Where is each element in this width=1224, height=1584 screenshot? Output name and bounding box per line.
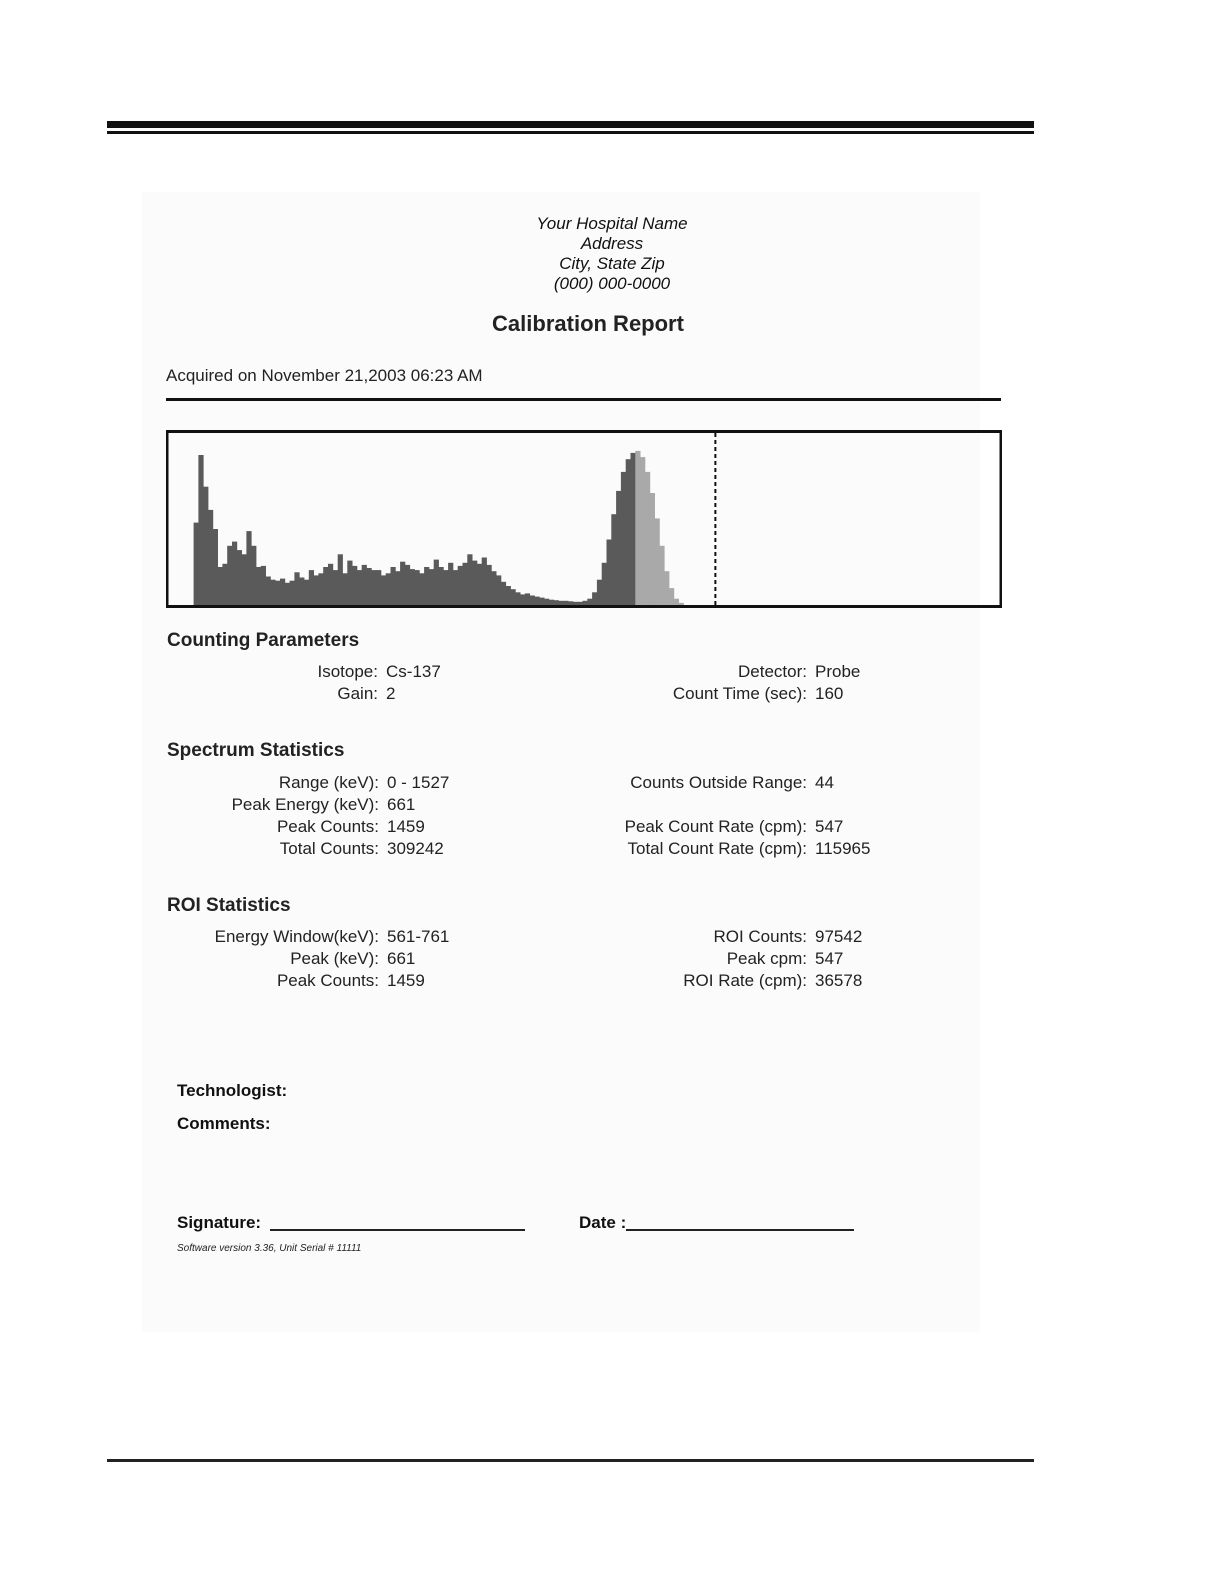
roi-stat-row (0, 948, 844, 970)
spectrum-stat-label: Peak Energy (keV): (231, 795, 379, 814)
spectrum-bar (222, 564, 227, 605)
spectrum-bar (467, 554, 472, 605)
spectrum-bar (655, 518, 660, 605)
spectrum-bar (511, 589, 516, 605)
spectrum-bar (194, 523, 199, 605)
spectrum-bar (270, 580, 275, 605)
counting-right-group (0, 661, 861, 705)
date-line[interactable] (626, 1229, 854, 1231)
spectrum-bar (318, 573, 323, 605)
spectrum-bar (367, 568, 372, 605)
spectrum-bar (679, 603, 684, 605)
spectrum-bar (386, 573, 391, 605)
report-sheet (142, 192, 980, 1332)
spectrum-bar (640, 457, 645, 605)
spectrum-bar (472, 561, 477, 605)
spectrum-bar (611, 514, 616, 605)
spectrum-bar (443, 570, 448, 605)
spectrum-bar (198, 455, 203, 605)
spectrum-bar (592, 592, 597, 605)
counting-param-value: 2 (386, 684, 396, 703)
acquired-rule (166, 398, 1001, 401)
spectrum-bar (544, 599, 549, 605)
spectrum-bar (338, 554, 343, 605)
spectrum-stat-row (0, 816, 844, 838)
spectrum-bar (549, 600, 554, 605)
spectrum-bar (501, 582, 506, 605)
spectrum-bar (323, 567, 328, 605)
spectrum-bar (429, 569, 434, 605)
spectrum-bar (410, 569, 415, 605)
spectrum-bar (391, 567, 396, 605)
hospital-header (0, 214, 1224, 294)
spectrum-bar (525, 593, 530, 605)
spectrum-bar (371, 570, 376, 605)
top-rule-thin (107, 131, 1034, 134)
spectrum-bar (261, 566, 266, 605)
spectrum-stat-label: Total Count Rate (cpm): (627, 839, 807, 858)
spectrum-stat-row (0, 772, 834, 794)
spectrum-bar (314, 575, 319, 605)
signature-label: Signature: (177, 1213, 262, 1232)
spectrum-bar (246, 531, 251, 605)
spectrum-bar (487, 565, 492, 605)
spectrum-bar (477, 564, 482, 605)
page-title: Calibration Report (492, 311, 684, 336)
spectrum-bar (439, 567, 444, 605)
spectrum-bar (635, 451, 640, 605)
signature-line[interactable] (270, 1229, 525, 1231)
counting-param-label: Detector: (738, 662, 807, 681)
spectrum-right-group (0, 772, 871, 860)
roi-stat-value: 1459 (387, 971, 425, 990)
counting-param-value: 160 (815, 684, 844, 703)
roi-stat-label: ROI Counts: (713, 927, 807, 946)
date-label: Date : (579, 1213, 627, 1232)
spectrum-bar (309, 570, 314, 605)
spectrum-bar (559, 601, 564, 605)
spectrum-bar (453, 570, 458, 605)
spectrum-bar (515, 592, 520, 605)
spectrum-bar (357, 570, 362, 605)
spectrum-bar (491, 571, 496, 605)
spectrum-bar (424, 567, 429, 605)
spectrum-bar (304, 580, 309, 605)
spectrum-bar (568, 601, 573, 605)
counting-param-row (0, 661, 861, 683)
spectrum-bar (539, 598, 544, 605)
spectrum-bar (583, 601, 588, 605)
spectrum-bar (631, 453, 636, 605)
spectrum-bar (381, 575, 386, 605)
roi-stat-value: 661 (387, 949, 416, 968)
spectrum-bar (587, 599, 592, 605)
spectrum-bar (506, 586, 511, 605)
spectrum-bar (597, 580, 602, 605)
spectrum-bar (275, 581, 280, 605)
spectrum-bar (578, 602, 583, 605)
spectrum-bar (607, 540, 612, 606)
spectrum-bar (419, 573, 424, 605)
spectrum-bar (554, 600, 559, 605)
spectrum-bar (232, 542, 237, 605)
spectrum-stat-label: Peak Counts: (276, 817, 379, 836)
spectrum-bar (530, 596, 535, 606)
spectrum-bar (347, 561, 352, 605)
spectrum-bar (650, 493, 655, 605)
roi-stat-value: 36578 (815, 971, 863, 990)
spectrum-stat-label: Counts Outside Range: (630, 773, 807, 792)
spectrum-bar (563, 601, 568, 605)
spectrum-stat-value: 0 - 1527 (387, 773, 450, 792)
comments-label: Comments: (177, 1114, 271, 1133)
counting-param-label: Count Time (sec): (672, 684, 807, 703)
spectrum-stat-label: Range (keV): (278, 773, 379, 792)
spectrum-bar (458, 566, 463, 605)
spectrum-bar (328, 564, 333, 605)
counting-param-label: Gain: (337, 684, 378, 703)
spectrum-bar (213, 529, 218, 605)
roi-stat-label: ROI Rate (cpm): (683, 971, 807, 990)
spectrum-bar (362, 565, 367, 605)
counting-parameters-heading: Counting Parameters (167, 630, 360, 651)
spectrum-bar (280, 579, 285, 605)
spectrum-bar (463, 563, 468, 605)
roi-stat-value: 547 (815, 949, 844, 968)
roi-right-group (0, 926, 863, 992)
spectrum-bar (208, 510, 213, 605)
spectrum-stat-label: Total Counts: (279, 839, 379, 858)
spectrum-stat-value: 115965 (815, 839, 871, 858)
spectrum-bar (395, 571, 400, 605)
technologist-label: Technologist: (177, 1081, 288, 1100)
roi-stat-row (0, 926, 863, 948)
spectrum-bar (669, 588, 674, 605)
spectrum-bar (659, 546, 664, 605)
spectrum-stat-label: Peak Count Rate (cpm): (624, 817, 807, 836)
spectrum-bar (405, 565, 410, 605)
spectrum-bar (352, 566, 357, 605)
spectrum-stat-row (0, 794, 807, 816)
spectrum-bar (434, 560, 439, 605)
hospital-city: City, State Zip (559, 254, 665, 273)
roi-stat-label: Peak (keV): (290, 949, 379, 968)
spectrum-bar (218, 567, 223, 605)
chart-frame (167, 432, 1001, 607)
acquired-date: Acquired on November 21,2003 06:23 AM (166, 366, 483, 385)
roi-stat-label: Peak Counts: (276, 971, 379, 990)
spectrum-bar (520, 594, 525, 605)
spectrum-statistics-heading: Spectrum Statistics (167, 740, 345, 761)
spectrum-bar (400, 562, 405, 605)
hospital-phone: (000) 000-0000 (553, 274, 671, 293)
counting-param-label: Isotope: (317, 662, 378, 681)
spectrum-bar (674, 599, 679, 605)
spectrum-bar (626, 459, 631, 605)
roi-stat-row (0, 970, 863, 992)
hospital-address: Address (580, 234, 644, 253)
spectrum-bar (285, 583, 290, 605)
spectrum-bar (573, 602, 578, 605)
spectrum-bar (299, 578, 304, 606)
spectrum-stat-value: 547 (815, 817, 844, 836)
spectrum-bar (376, 570, 381, 605)
spectrum-bar (203, 487, 208, 605)
spectrum-bar (333, 570, 338, 605)
spectrum-bar (448, 563, 453, 605)
spectrum-bar (290, 581, 295, 605)
spectrum-bar (343, 573, 348, 605)
spectrum-bar (251, 546, 256, 605)
spectrum-bar (482, 558, 487, 606)
spectrum-bar (415, 570, 420, 605)
spectrum-bar (266, 577, 271, 606)
spectrum-stat-value: 661 (387, 795, 416, 814)
spectrum-bar (535, 597, 540, 605)
roi-stat-label: Peak cpm: (726, 949, 807, 968)
spectrum-bar (645, 472, 650, 605)
spectrum-bar (237, 550, 242, 605)
counting-param-value: Probe (815, 662, 861, 681)
spectrum-bar (616, 491, 621, 605)
spectrum-bar (242, 554, 247, 605)
spectrum-bar (602, 563, 607, 605)
spectrum-stat-value: 44 (815, 773, 834, 792)
top-rule-thick (107, 121, 1034, 128)
spectrum-chart (166, 430, 1002, 610)
spectrum-stat-value: 1459 (387, 817, 425, 836)
bottom-rule (107, 1459, 1034, 1462)
counting-param-value: Cs-137 (386, 662, 441, 681)
spectrum-bar (256, 567, 261, 605)
roi-stat-value: 561-761 (387, 927, 450, 946)
spectrum-bar (496, 575, 501, 605)
roi-statistics-heading: ROI Statistics (167, 895, 291, 916)
hospital-name: Your Hospital Name (536, 214, 688, 233)
spectrum-bar (664, 571, 669, 605)
spectrum-stat-value: 309242 (387, 839, 444, 858)
software-version: Software version 3.36, Unit Serial # 11111 (177, 1243, 362, 1254)
spectrum-bar (621, 472, 626, 605)
spectrum-stat-row (0, 838, 871, 860)
roi-stat-label: Energy Window(keV): (214, 927, 379, 946)
spectrum-bar (294, 572, 299, 605)
counting-param-row (0, 683, 844, 705)
spectrum-bar (227, 546, 232, 605)
roi-stat-value: 97542 (815, 927, 863, 946)
